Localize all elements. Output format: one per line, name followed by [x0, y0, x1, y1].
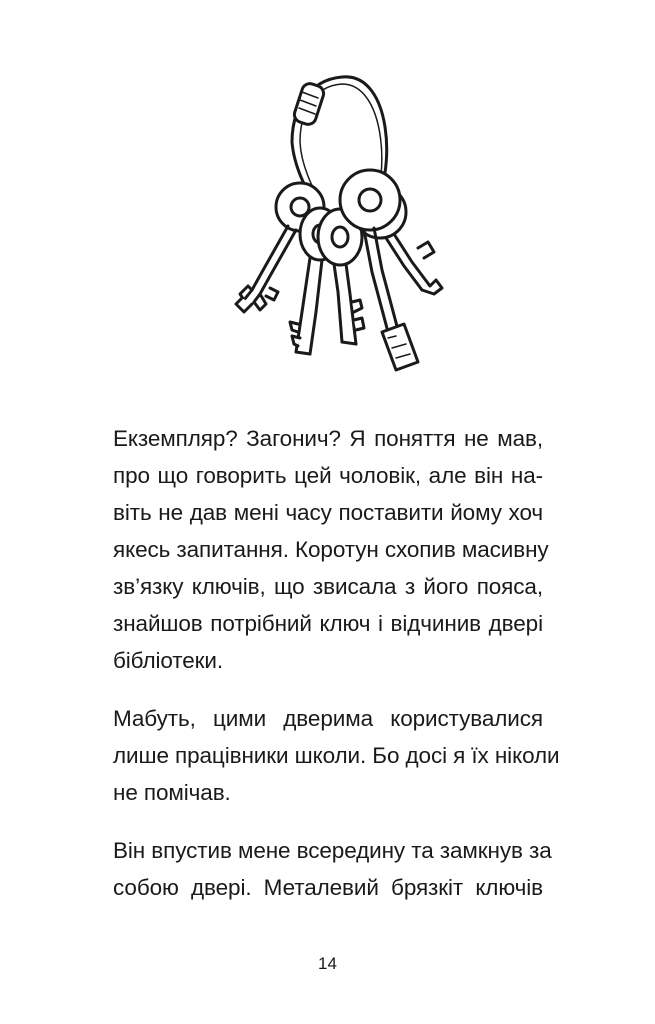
paragraph-3 — [113, 832, 552, 906]
text-line: знайшов потрібний ключ і відчинив двері — [113, 611, 543, 636]
text-line: зв’язку ключів, що звисала з його пояса, — [113, 574, 543, 599]
keys-on-ring-icon — [222, 62, 452, 402]
text-line: бібліотеки. — [113, 648, 224, 673]
page-number: 14 — [318, 954, 337, 973]
paragraph-2 — [113, 700, 560, 811]
text-line: про що говорить цей чоловік, але він на- — [113, 463, 543, 488]
text-line: віть не дав мені часу поставити йому хоч — [113, 500, 543, 525]
text-line: лише працівники школи. Бо досі я їх ніколи — [113, 743, 560, 768]
text-line: не помічав. — [113, 780, 231, 805]
text-line: Екземпляр? Загонич? Я поняття не мав, — [113, 426, 543, 451]
text-line: якесь запитання. Коротун схопив масивну — [113, 537, 549, 562]
paragraph-1 — [113, 420, 549, 679]
text-line: Мабуть, цими дверима користувалися — [113, 706, 543, 731]
text-line: собою двері. Металевий брязкіт ключів — [113, 875, 543, 900]
body-text — [113, 420, 560, 927]
text-line: Він впустив мене всередину та замкнув за — [113, 838, 552, 863]
